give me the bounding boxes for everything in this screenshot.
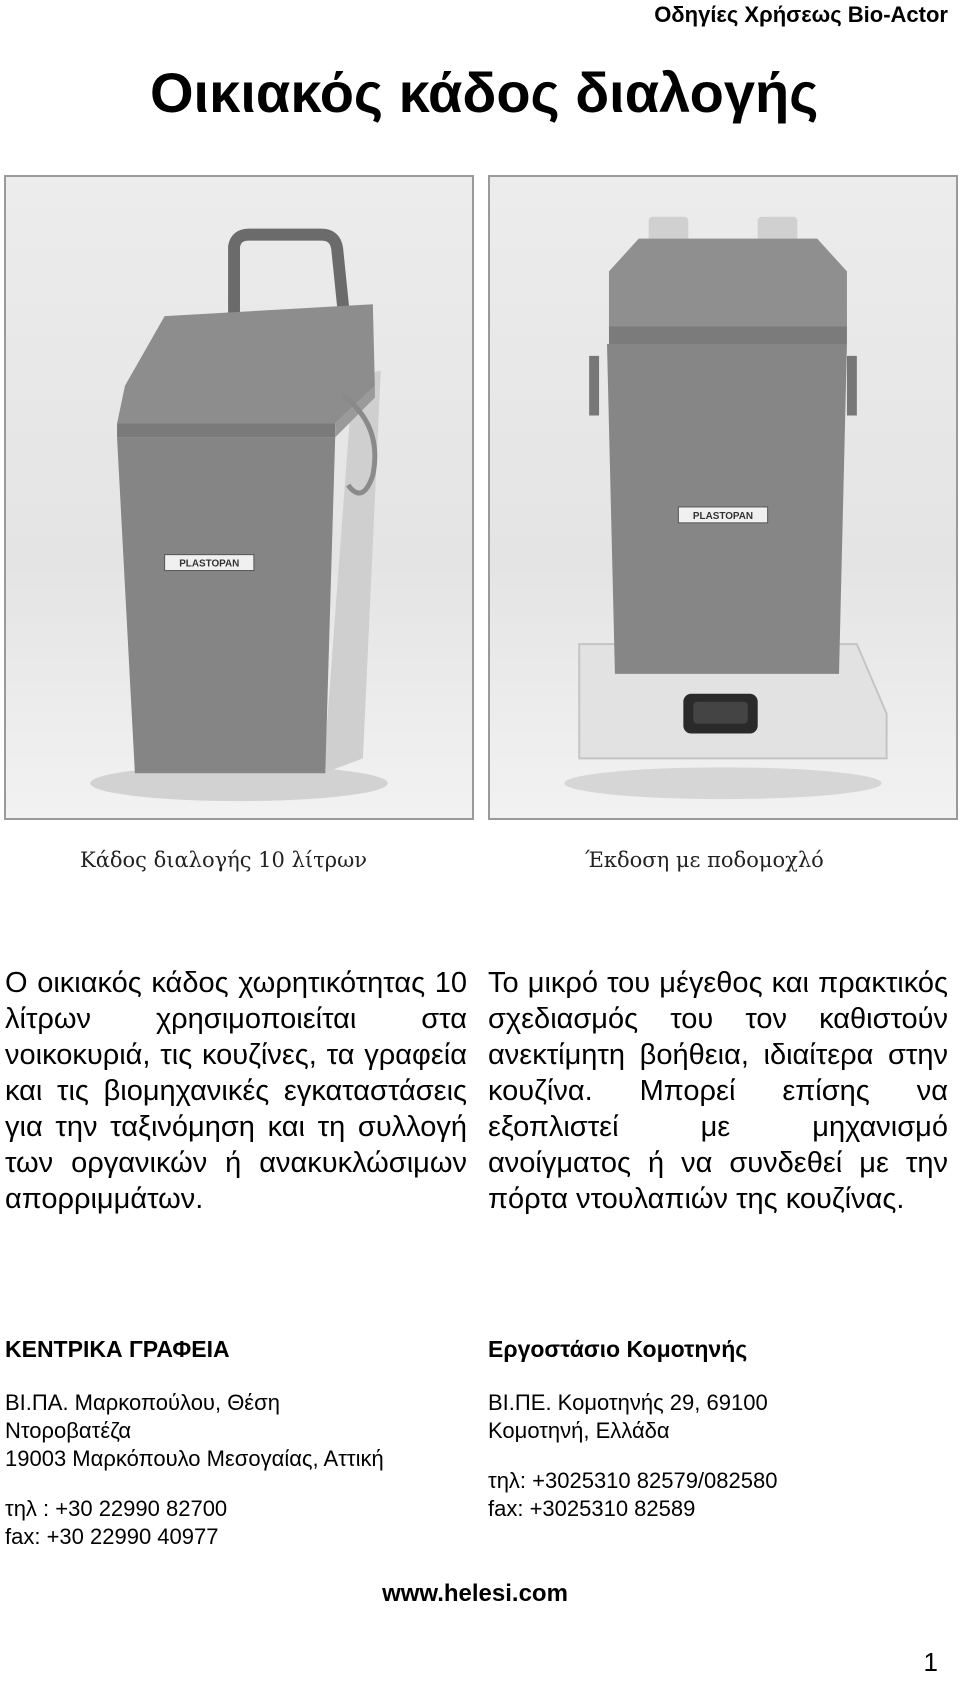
headquarters-contact-block [5,1335,384,1551]
page-number: 1 [923,1647,938,1677]
headquarters-address-line-3: 19003 Μαρκόπουλο Μεσογαίας, Αττική [5,1446,384,1471]
bin-photo-pedal-version [488,175,958,820]
factory-address-line-1: ΒΙ.ΠΕ. Κομοτηνής 29, 69100 [488,1390,768,1415]
headquarters-phone: τηλ : +30 22990 82700 [5,1496,228,1521]
headquarters-address-line-1: ΒΙ.ΠΑ. Μαρκοπούλου, Θέση [5,1390,280,1415]
headquarters-address-line-2: Ντοροβατέζα [5,1418,132,1443]
page-title: Οικιακός κάδος διαλογής [150,61,819,124]
factory-fax: fax: +3025310 82589 [488,1496,696,1521]
bin-photo-10-liter [4,175,474,820]
document-header-label: Οδηγίες Χρήσεως Bio-Actor [654,2,948,27]
bin-brand-label-right: PLASTOPAN [692,510,754,522]
bin-10-liter-illustration [6,177,472,818]
photo-caption-right: Έκδοση με ποδομοχλό [585,848,824,872]
headquarters-fax: fax: +30 22990 40977 [5,1524,219,1549]
bin-brand-label-left: PLASTOPAN [179,558,240,570]
headquarters-heading: ΚΕΝΤΡΙΚΑ ΓΡΑΦΕΙΑ [5,1336,230,1362]
factory-heading: Εργοστάσιο Κομοτηνής [488,1336,748,1362]
description-paragraph-right: Το μικρό του μέγεθος και πρακτικός σχεδιασμός του τον καθιστούν ανεκτίμητη βοήθεια, ιδιαίτερα στην κουζίνα. Μπορεί επίσης να εξοπλιστεί με μηχανισμό ανοίγματος ή να συνδεθεί με την πόρτα ντουλαπιών της κουζίνας. [488,967,948,1215]
bin-pedal-illustration [490,177,956,818]
description-paragraph-left: Ο οικιακός κάδος χωρητικότητας 10 λίτρων χρησιμοποιείται στα νοικοκυριά, τις κουζίνες, τα γραφεία και τις βιομηχανικές εγκαταστάσεις για την ταξινόμηση και τη συλλογή των οργανικών ή ανακυκλώσιμων απορριμμάτων. [5,967,467,1215]
factory-contact-block [488,1335,777,1523]
factory-address-line-2: Κομοτηνή, Ελλάδα [488,1418,670,1443]
factory-phone: τηλ: +3025310 82579/082580 [488,1468,778,1493]
photo-caption-left: Κάδος διαλογής 10 λίτρων [80,848,367,872]
website-link[interactable]: www.helesi.com [382,1580,568,1607]
